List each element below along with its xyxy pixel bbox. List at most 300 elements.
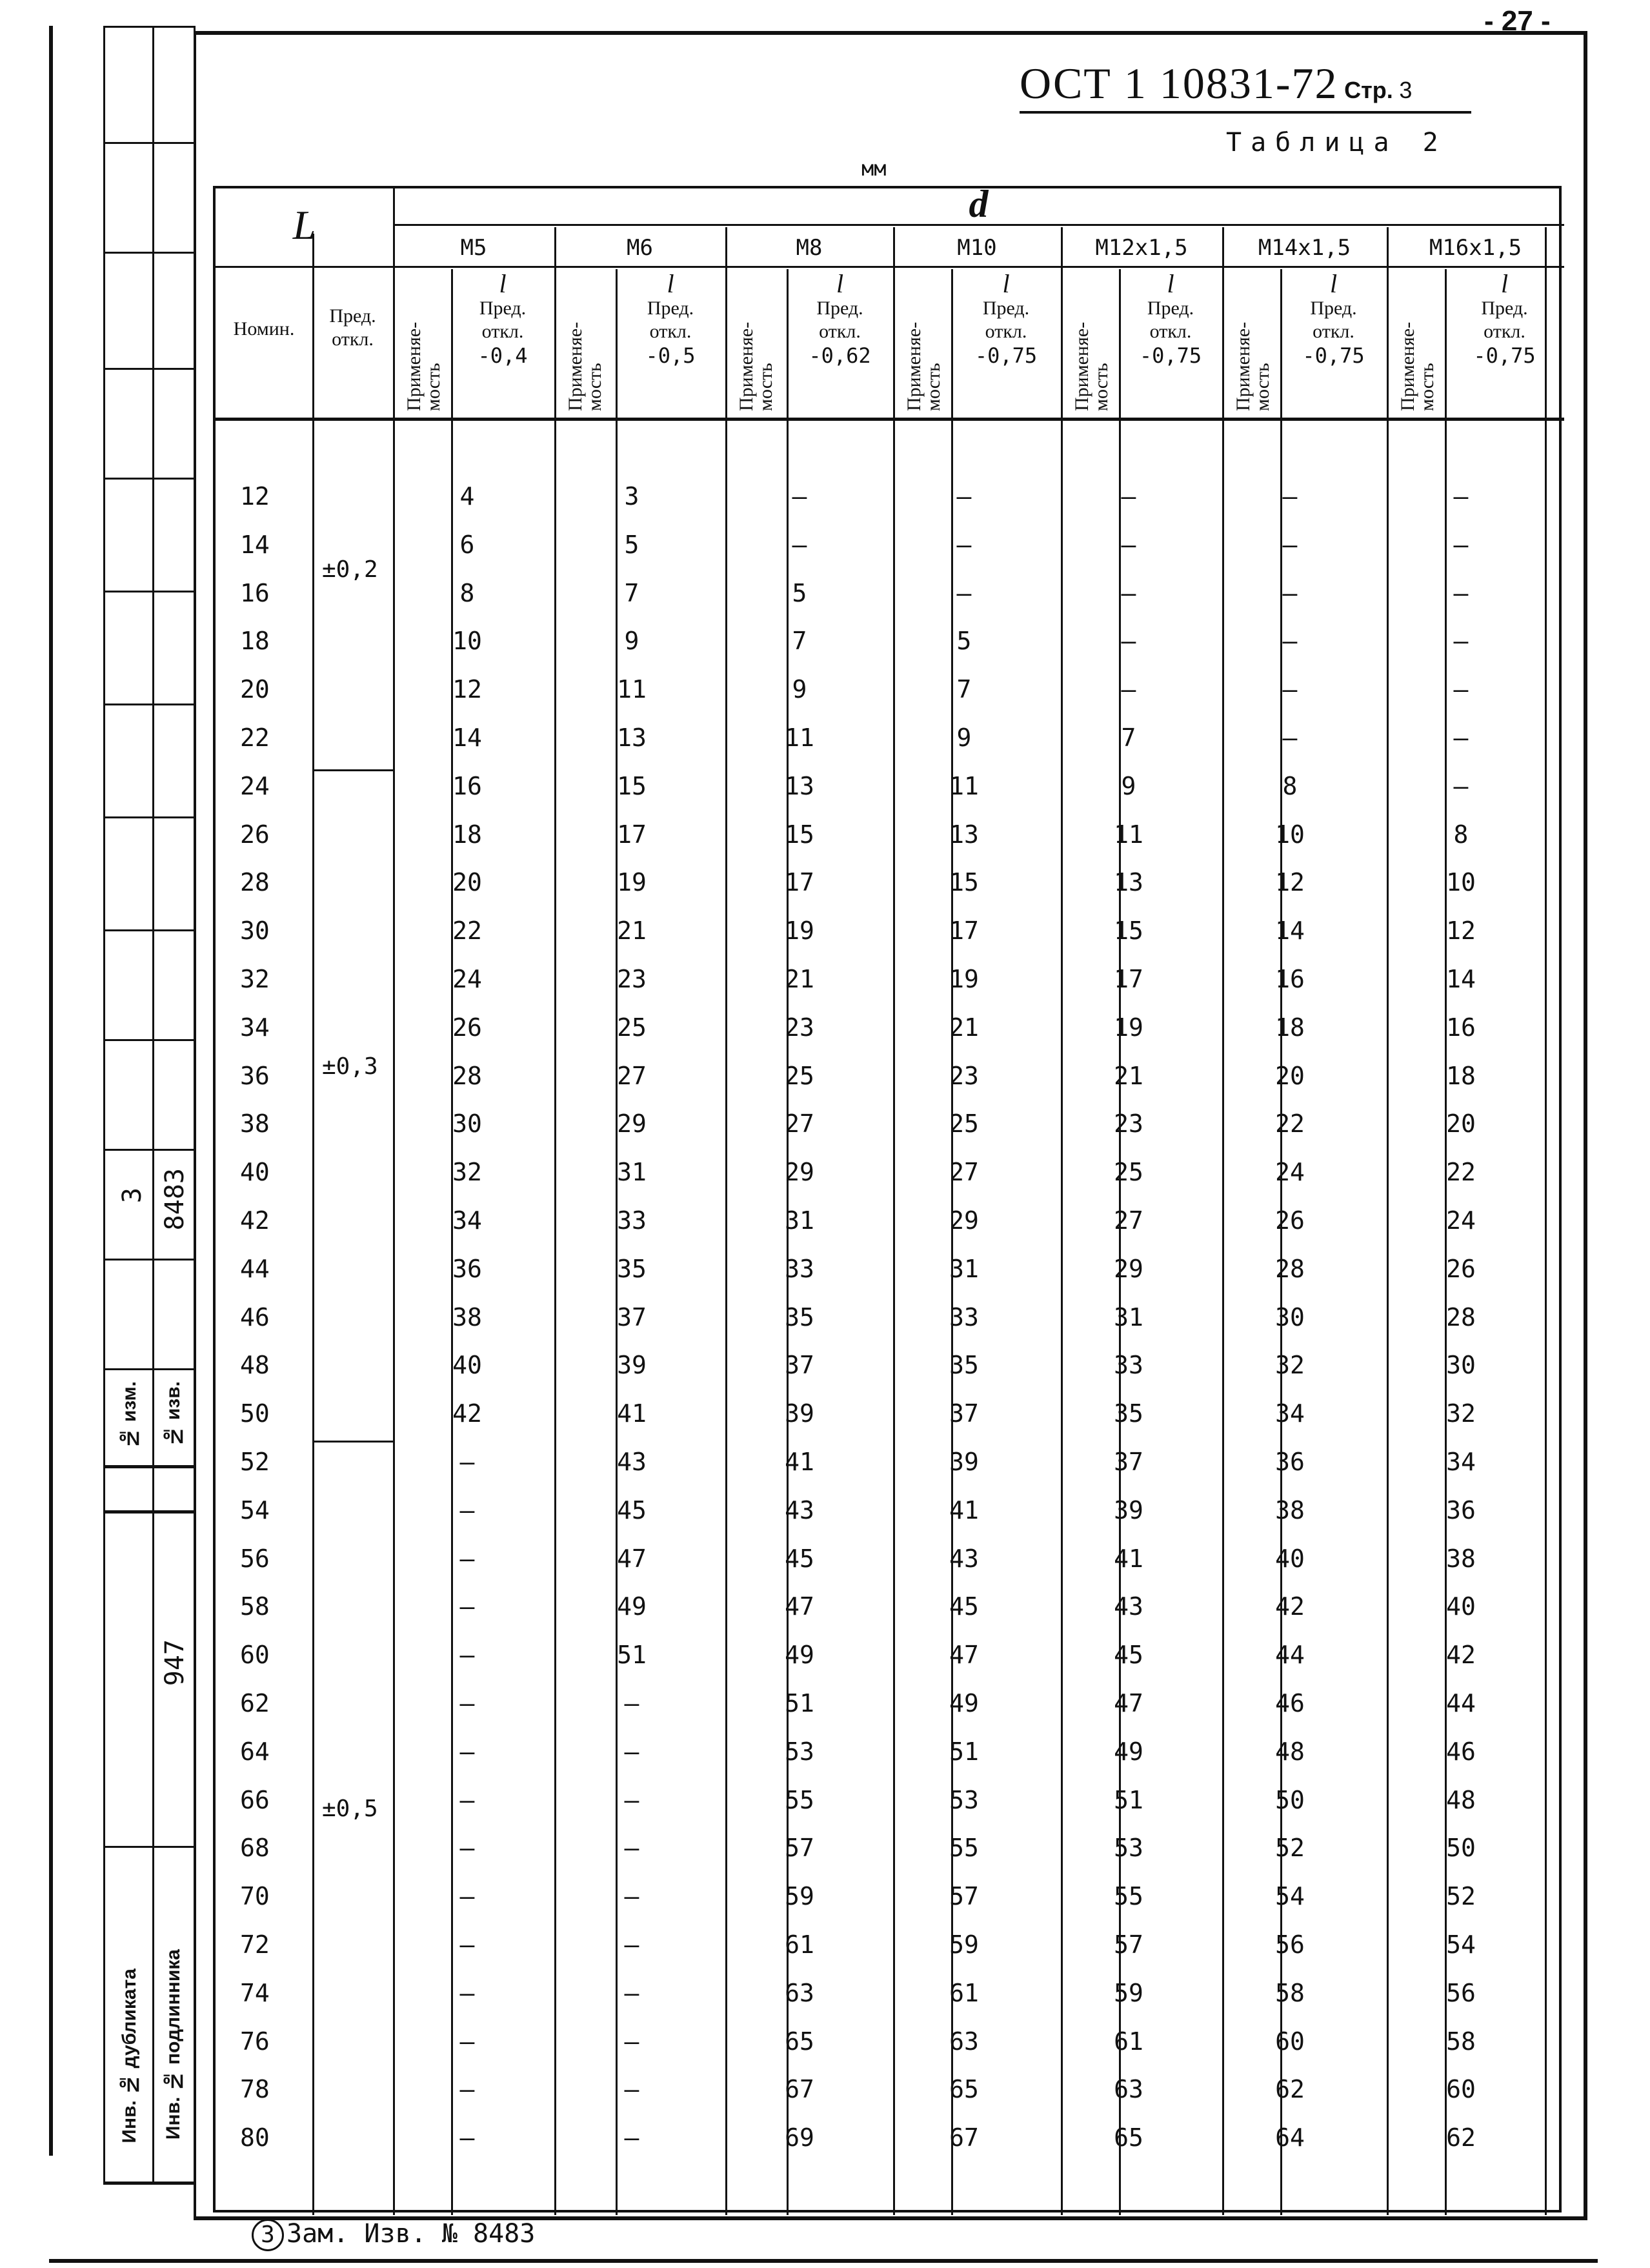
tolerance-group-1: ±0,2 — [322, 556, 378, 583]
table-line — [312, 769, 393, 771]
l-value: 49 — [785, 1641, 814, 1669]
main-table — [213, 183, 1562, 2212]
nominal-L: 44 — [240, 1255, 270, 1283]
header-l-column — [1445, 271, 1564, 368]
l-value: 57 — [949, 1882, 979, 1910]
l-value: – — [459, 1448, 475, 1476]
table-row — [216, 2123, 1564, 2162]
side-line — [103, 1149, 194, 1151]
header-nominal: Номин. — [233, 318, 295, 339]
table-label: Таблица 2 — [1226, 128, 1447, 157]
table-row — [216, 1062, 1564, 1100]
nominal-L: 34 — [240, 1013, 270, 1042]
l-value: 53 — [1114, 1834, 1143, 1862]
table-row — [216, 2075, 1564, 2114]
header-l-column — [1280, 271, 1387, 368]
l-value: 29 — [617, 1109, 647, 1138]
l-value: – — [956, 579, 972, 607]
l-value: – — [1121, 482, 1136, 511]
l-value: 51 — [617, 1641, 647, 1669]
l-value: – — [459, 1979, 475, 2007]
l-value: 9 — [624, 627, 639, 655]
l-value: 63 — [1114, 2075, 1143, 2103]
l-value: 39 — [617, 1351, 647, 1379]
table-line — [216, 418, 1564, 421]
side-line — [103, 1465, 194, 1468]
l-value: – — [1282, 724, 1298, 752]
nominal-L: 12 — [240, 482, 270, 511]
l-value: 19 — [949, 965, 979, 993]
l-value: 17 — [617, 820, 647, 849]
l-value: 41 — [949, 1496, 979, 1524]
l-value: 18 — [452, 820, 482, 849]
l-value: 34 — [1275, 1399, 1305, 1428]
l-symbol: l — [499, 269, 507, 298]
l-value: – — [1282, 627, 1298, 655]
table-row — [216, 868, 1564, 907]
header-l-column — [451, 271, 554, 368]
l-value: 17 — [785, 868, 814, 896]
table-row — [216, 1448, 1564, 1486]
table-row — [216, 1255, 1564, 1293]
l-value: 35 — [617, 1255, 647, 1283]
l-value: 45 — [785, 1544, 814, 1573]
l-value: 17 — [1114, 965, 1143, 993]
l-value: – — [792, 531, 807, 559]
l-value: 37 — [949, 1399, 979, 1428]
header-otkl: откл. — [1313, 321, 1354, 342]
l-value: – — [459, 1786, 475, 1814]
l-value: – — [1453, 772, 1469, 800]
l-value: 55 — [949, 1834, 979, 1862]
l-value: – — [1282, 482, 1298, 511]
l-value: 60 — [1446, 2075, 1476, 2103]
table-row — [216, 1109, 1564, 1148]
side-line — [152, 26, 154, 2182]
duplicate-label: Инв. № дубликата — [119, 1969, 140, 2143]
table-row — [216, 531, 1564, 569]
l-value: 12 — [1275, 868, 1305, 896]
l-value: 67 — [785, 2075, 814, 2103]
thread-m16: M16x1,5 — [1429, 235, 1522, 261]
side-stamp — [103, 26, 194, 2220]
l-value: 48 — [1446, 1786, 1476, 1814]
l-value: – — [1453, 675, 1469, 704]
l-value: 59 — [785, 1882, 814, 1910]
l-value: 49 — [949, 1689, 979, 1717]
l-value: – — [624, 2123, 639, 2152]
l-value: 47 — [785, 1592, 814, 1621]
thread-m10: M10 — [957, 235, 997, 261]
l-value: 14 — [1446, 965, 1476, 993]
l-value: 26 — [452, 1013, 482, 1042]
l-value: 36 — [1446, 1496, 1476, 1524]
side-line — [194, 26, 196, 2182]
header-l-tolerance: -0,62 — [809, 343, 871, 368]
l-value: 13 — [617, 724, 647, 752]
side-line — [103, 929, 194, 931]
l-value: 13 — [949, 820, 979, 849]
l-value: 55 — [1114, 1882, 1143, 1910]
l-value: 18 — [1446, 1062, 1476, 1090]
l-value: 28 — [1275, 1255, 1305, 1283]
l-value: – — [459, 1930, 475, 1959]
l-value: 47 — [949, 1641, 979, 1669]
l-value: 25 — [785, 1062, 814, 1090]
l-value: 29 — [785, 1158, 814, 1186]
header-otkl: откл. — [985, 321, 1027, 342]
l-value: 9 — [1121, 772, 1136, 800]
l-value: 56 — [1446, 1979, 1476, 2007]
nominal-L: 22 — [240, 724, 270, 752]
l-value: – — [459, 1592, 475, 1621]
l-value: 15 — [617, 772, 647, 800]
side-line — [103, 704, 194, 705]
l-value: 27 — [1114, 1206, 1143, 1235]
l-value: 27 — [949, 1158, 979, 1186]
l-value: 39 — [1114, 1496, 1143, 1524]
l-value: 61 — [785, 1930, 814, 1959]
l-value: – — [1282, 579, 1298, 607]
table-row — [216, 1592, 1564, 1631]
table-line — [216, 266, 1564, 268]
l-value: 43 — [617, 1448, 647, 1476]
l-value: 4 — [459, 482, 475, 511]
l-value: 23 — [617, 965, 647, 993]
nominal-L: 58 — [240, 1592, 270, 1621]
l-value: 62 — [1275, 2075, 1305, 2103]
header-applicability: Применяе-мость — [1397, 321, 1438, 411]
l-value: 58 — [1446, 2027, 1476, 2056]
l-value: 35 — [785, 1303, 814, 1331]
l-value: 11 — [949, 772, 979, 800]
l-value: 15 — [785, 820, 814, 849]
l-value: 7 — [956, 675, 972, 704]
l-value: 33 — [785, 1255, 814, 1283]
l-value: 53 — [949, 1786, 979, 1814]
table-row — [216, 1641, 1564, 1679]
l-value: 64 — [1275, 2123, 1305, 2152]
side-line — [103, 816, 194, 818]
l-value: 50 — [1275, 1786, 1305, 1814]
l-value: – — [1453, 627, 1469, 655]
l-value: 42 — [1275, 1592, 1305, 1621]
nominal-L: 72 — [240, 1930, 270, 1959]
l-value: – — [459, 1544, 475, 1573]
l-value: 29 — [949, 1206, 979, 1235]
l-value: 41 — [617, 1399, 647, 1428]
l-value: 12 — [452, 675, 482, 704]
nominal-L: 26 — [240, 820, 270, 849]
side-line — [103, 142, 194, 144]
l-value: – — [459, 2123, 475, 2152]
table-row — [216, 1544, 1564, 1583]
header-pred: Пред. — [1147, 298, 1194, 319]
l-value: 8 — [1453, 820, 1469, 849]
nominal-L: 74 — [240, 1979, 270, 2007]
header-l-tolerance: -0,4 — [478, 343, 528, 368]
l-value: – — [1121, 675, 1136, 704]
header-otkl: откл. — [649, 321, 692, 342]
l-value: 19 — [617, 868, 647, 896]
header-pred: Пред. — [816, 298, 863, 319]
l-value: 44 — [1446, 1689, 1476, 1717]
table-row — [216, 482, 1564, 521]
l-value: 35 — [1114, 1399, 1143, 1428]
l-value: – — [459, 1737, 475, 1766]
l-value: 26 — [1446, 1255, 1476, 1283]
nominal-L: 14 — [240, 531, 270, 559]
l-value: 9 — [956, 724, 972, 752]
l-value: 21 — [949, 1013, 979, 1042]
l-value: 5 — [624, 531, 639, 559]
nominal-L: 42 — [240, 1206, 270, 1235]
l-value: 25 — [1114, 1158, 1143, 1186]
table-row — [216, 675, 1564, 714]
header-l-tolerance: -0,75 — [974, 343, 1038, 368]
l-value: – — [459, 1834, 475, 1862]
l-value: 47 — [1114, 1689, 1143, 1717]
l-value: 31 — [785, 1206, 814, 1235]
header-applicability: Применяе-мость — [736, 321, 776, 411]
nominal-L: 30 — [240, 916, 270, 945]
header-applicability: Применяе-мость — [403, 321, 444, 411]
l-value: 51 — [949, 1737, 979, 1766]
l-value: 7 — [1121, 724, 1136, 752]
nominal-L: 56 — [240, 1544, 270, 1573]
l-value: 19 — [785, 916, 814, 945]
l-value: 17 — [949, 916, 979, 945]
l-value: 3 — [624, 482, 639, 511]
l-value: 49 — [617, 1592, 647, 1621]
header-l-column — [951, 271, 1061, 368]
l-value: 37 — [785, 1351, 814, 1379]
header-l-tolerance: -0,5 — [645, 343, 696, 368]
footer-note — [252, 2219, 535, 2251]
l-value: 21 — [617, 916, 647, 945]
l-value: 30 — [1446, 1351, 1476, 1379]
l-value: 26 — [1275, 1206, 1305, 1235]
table-row — [216, 1496, 1564, 1535]
l-value: 38 — [1275, 1496, 1305, 1524]
l-value: 45 — [617, 1496, 647, 1524]
l-value: – — [459, 1882, 475, 1910]
side-line — [103, 368, 194, 370]
l-value: – — [459, 2027, 475, 2056]
nominal-L: 54 — [240, 1496, 270, 1524]
notice-no-value: 8483 — [160, 1168, 190, 1231]
l-value: 52 — [1446, 1882, 1476, 1910]
l-value: 7 — [624, 579, 639, 607]
l-value: 35 — [949, 1351, 979, 1379]
header-tolerance: Пред. откл. — [329, 305, 376, 350]
l-value: 21 — [1114, 1062, 1143, 1090]
l-value: 7 — [792, 627, 807, 655]
l-value: 30 — [1275, 1303, 1305, 1331]
table-row — [216, 965, 1564, 1004]
l-value: 29 — [1114, 1255, 1143, 1283]
l-value: 43 — [1114, 1592, 1143, 1621]
table-row — [216, 627, 1564, 665]
nominal-L: 28 — [240, 868, 270, 896]
l-value: 22 — [1275, 1109, 1305, 1138]
l-value: 43 — [785, 1496, 814, 1524]
l-value: – — [624, 1689, 639, 1717]
l-value: 15 — [949, 868, 979, 896]
page-number: - 27 - — [1484, 5, 1551, 37]
l-value: – — [1121, 531, 1136, 559]
l-value: 23 — [1114, 1109, 1143, 1138]
l-value: 13 — [1114, 868, 1143, 896]
l-value: 58 — [1275, 1979, 1305, 2007]
l-value: – — [1453, 482, 1469, 511]
page-value: 3 — [1399, 77, 1413, 103]
l-value: – — [1453, 579, 1469, 607]
l-value: 39 — [949, 1448, 979, 1476]
l-value: 40 — [452, 1351, 482, 1379]
l-value: 65 — [1114, 2123, 1143, 2152]
l-symbol: l — [836, 269, 844, 298]
outer-bottom-border — [49, 2259, 1598, 2263]
l-value: 16 — [452, 772, 482, 800]
footer-text: Зам. Изв. № 8483 — [287, 2219, 536, 2249]
l-value: – — [459, 1641, 475, 1669]
table-row — [216, 724, 1564, 762]
l-value: 22 — [1446, 1158, 1476, 1186]
l-value: – — [624, 1786, 639, 1814]
side-line — [103, 591, 194, 592]
nominal-L: 52 — [240, 1448, 270, 1476]
table-row — [216, 1303, 1564, 1342]
l-value: – — [1282, 675, 1298, 704]
nominal-L: 60 — [240, 1641, 270, 1669]
l-value: – — [624, 2027, 639, 2056]
l-value: 32 — [452, 1158, 482, 1186]
nominal-L: 16 — [240, 579, 270, 607]
l-value: 31 — [949, 1255, 979, 1283]
l-value: 23 — [949, 1062, 979, 1090]
l-value: 61 — [1114, 2027, 1143, 2056]
l-value: 62 — [1446, 2123, 1476, 2152]
l-value: 5 — [792, 579, 807, 607]
l-value: 30 — [452, 1109, 482, 1138]
header-pred: Пред. — [1481, 298, 1528, 319]
l-value: 48 — [1275, 1737, 1305, 1766]
nominal-L: 80 — [240, 2123, 270, 2152]
l-value: 24 — [1446, 1206, 1476, 1235]
l-value: 59 — [949, 1930, 979, 1959]
header-otkl: откл. — [819, 321, 861, 342]
l-value: 25 — [617, 1013, 647, 1042]
l-value: 33 — [949, 1303, 979, 1331]
l-value: 43 — [949, 1544, 979, 1573]
header-otkl: откл. — [481, 321, 524, 342]
table-row — [216, 1399, 1564, 1438]
l-value: 10 — [452, 627, 482, 655]
l-value: 27 — [617, 1062, 647, 1090]
l-value: 28 — [452, 1062, 482, 1090]
header-pred: Пред. — [647, 298, 694, 319]
original-label: Инв. № подлинника — [163, 1949, 184, 2140]
header-otkl: откл. — [1484, 321, 1525, 342]
l-value: 10 — [1446, 868, 1476, 896]
header-applicability: Применяе-мость — [903, 321, 944, 411]
change-circle: 3 — [252, 2219, 284, 2251]
l-value: 11 — [617, 675, 647, 704]
nominal-L: 24 — [240, 772, 270, 800]
thread-m5: M5 — [460, 235, 487, 261]
l-value: 23 — [785, 1013, 814, 1042]
nominal-L: 36 — [240, 1062, 270, 1090]
l-value: 11 — [1114, 820, 1143, 849]
header-applicability: Применяе-мость — [565, 321, 605, 411]
l-value: 59 — [1114, 1979, 1143, 2007]
l-value: – — [459, 1689, 475, 1717]
side-line — [103, 1259, 194, 1261]
l-value: – — [1121, 579, 1136, 607]
table-row — [216, 1206, 1564, 1245]
l-value: 36 — [1275, 1448, 1305, 1476]
table-row — [216, 916, 1564, 955]
table-row — [216, 1351, 1564, 1390]
l-value: 12 — [1446, 916, 1476, 945]
table-row — [216, 1930, 1564, 1969]
header-l-tolerance: -0,75 — [1473, 343, 1536, 368]
l-value: – — [459, 2075, 475, 2103]
tolerance-group-2: ±0,3 — [322, 1053, 378, 1080]
l-value: 28 — [1446, 1303, 1476, 1331]
nominal-L: 50 — [240, 1399, 270, 1428]
l-value: 65 — [949, 2075, 979, 2103]
l-value: 24 — [452, 965, 482, 993]
side-line — [103, 26, 105, 2182]
header-otkl: откл. — [1149, 321, 1192, 342]
l-value: – — [1453, 724, 1469, 752]
table-row — [216, 579, 1564, 618]
l-value: – — [624, 1979, 639, 2007]
nominal-L: 20 — [240, 675, 270, 704]
change-no-value: 3 — [117, 1188, 147, 1204]
l-symbol: l — [667, 269, 674, 298]
l-value: 49 — [1114, 1737, 1143, 1766]
table-row — [216, 1979, 1564, 2018]
nominal-L: 66 — [240, 1786, 270, 1814]
l-value: 14 — [1275, 916, 1305, 945]
l-value: 33 — [1114, 1351, 1143, 1379]
l-value: 47 — [617, 1544, 647, 1573]
original-value: 947 — [160, 1639, 190, 1686]
side-line — [103, 252, 194, 254]
table-row — [216, 1013, 1564, 1052]
l-value: 15 — [1114, 916, 1143, 945]
nominal-L: 68 — [240, 1834, 270, 1862]
nominal-L: 38 — [240, 1109, 270, 1138]
l-value: 20 — [1275, 1062, 1305, 1090]
l-value: 34 — [1446, 1448, 1476, 1476]
l-value: 14 — [452, 724, 482, 752]
l-value: 34 — [452, 1206, 482, 1235]
l-value: 16 — [1275, 965, 1305, 993]
l-value: 20 — [452, 868, 482, 896]
header-l-column — [616, 271, 725, 368]
l-value: 36 — [452, 1255, 482, 1283]
side-line — [103, 1368, 194, 1370]
nominal-L: 62 — [240, 1689, 270, 1717]
standard-header — [1020, 58, 1412, 109]
l-value: – — [956, 531, 972, 559]
header-applicability: Применяе-мость — [1071, 321, 1112, 411]
nominal-L: 46 — [240, 1303, 270, 1331]
